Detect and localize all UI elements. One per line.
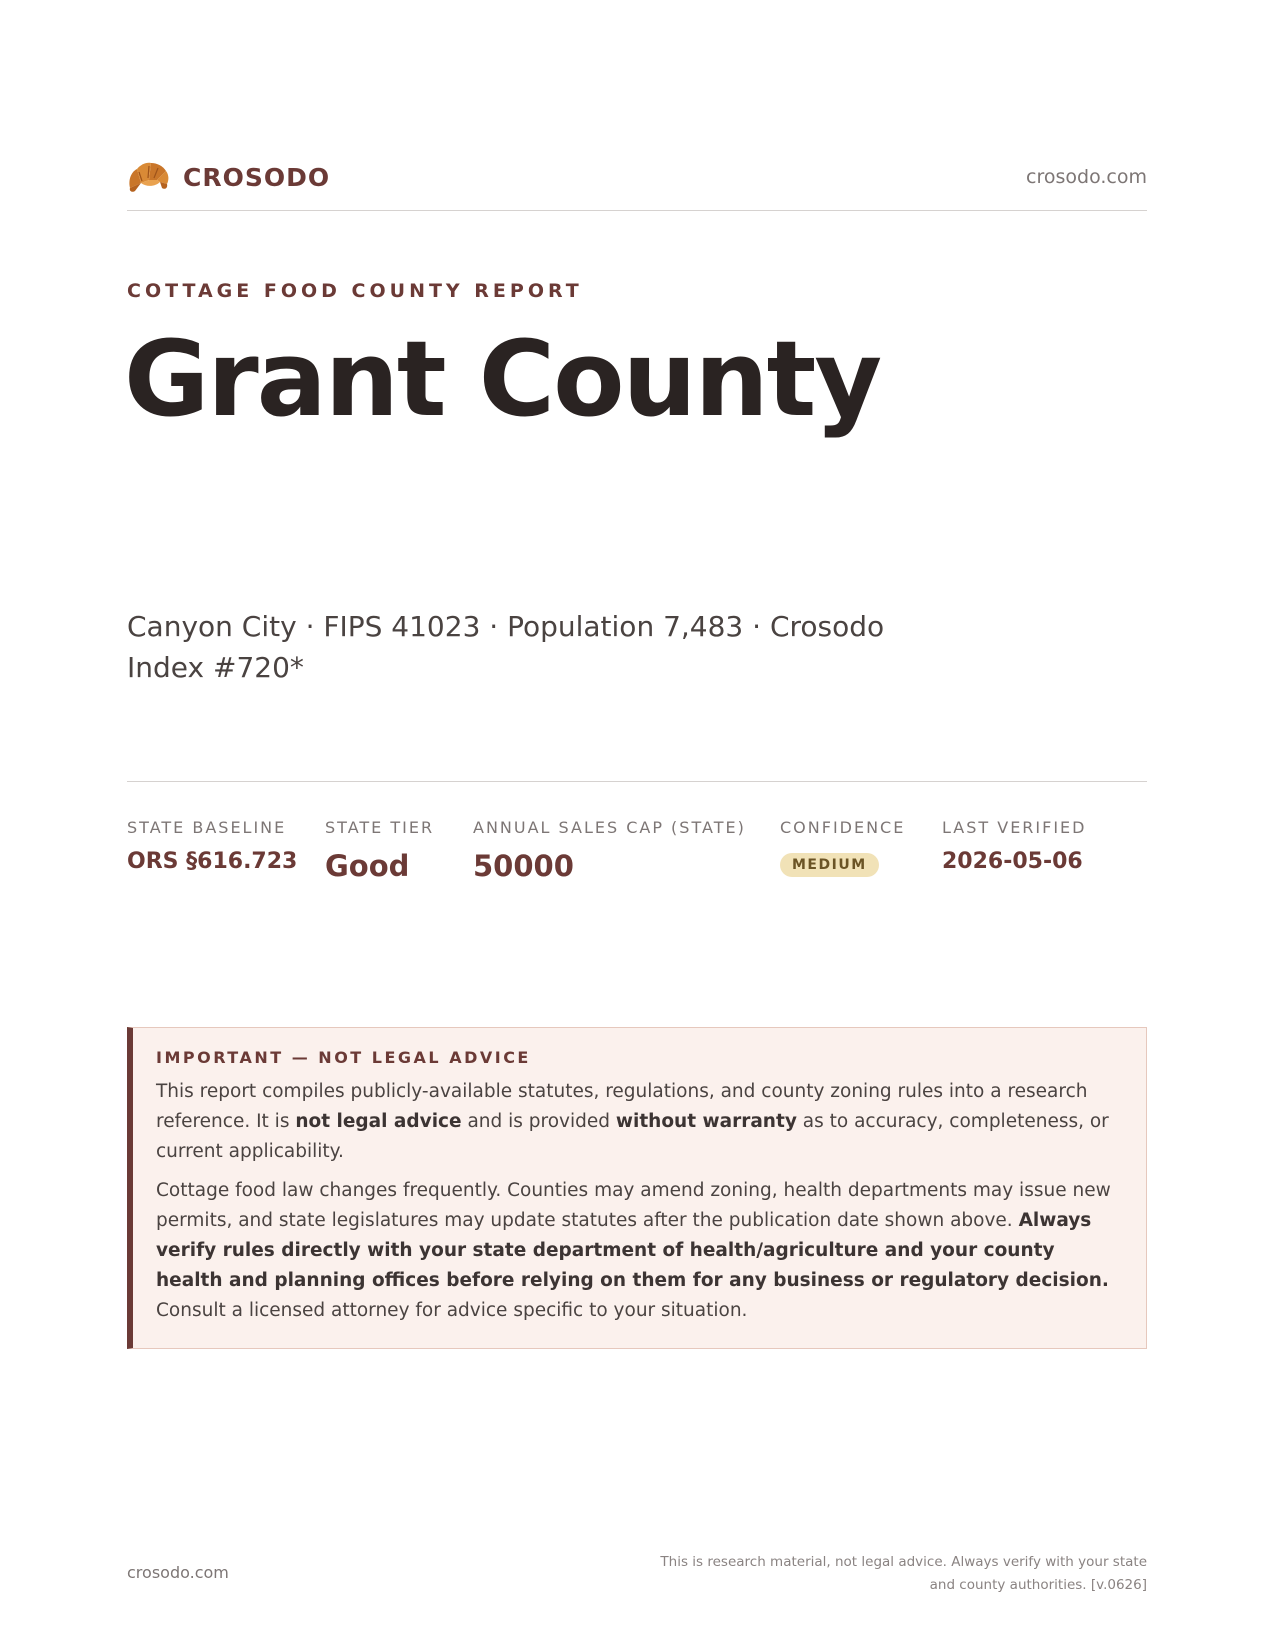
stat-label: LAST VERIFIED: [942, 818, 1087, 837]
stat-confidence: [780, 818, 905, 877]
report-page: [124, 0, 1147, 1650]
notice-emphasis: not legal advice: [295, 1111, 462, 1132]
notice-text: and is provided: [461, 1111, 616, 1132]
stat-value: ORS §616.723: [127, 849, 298, 874]
county-summary: Canyon City · FIPS 41023 · Population 7,483 · Crosodo Index #720*: [127, 610, 885, 684]
stat-sales-cap: [473, 818, 746, 883]
notice-emphasis: without warranty: [615, 1111, 797, 1132]
notice-paragraph: [156, 1077, 1120, 1167]
brand: [127, 158, 330, 196]
footer-site-link[interactable]: crosodo.com: [127, 1563, 229, 1582]
page-title: Grant County: [124, 318, 881, 440]
stat-label: ANNUAL SALES CAP (STATE): [473, 818, 746, 837]
croissant-icon: [127, 158, 171, 196]
notice-text: This report compiles publicly-available statutes, regulations, and county zoning rules into a research reference. It is: [156, 1081, 1088, 1132]
brand-name: CROSODO: [183, 162, 331, 192]
stat-value: Good: [325, 849, 410, 883]
notice-emphasis: Always verify rules directly with your state department of health/agriculture and your county health and planning offices before relying on them for any business or regulatory decision.: [156, 1210, 1109, 1291]
footer-disclaimer-line: and county authorities. [v.0626]: [929, 1577, 1147, 1593]
notice-text: Consult a licensed attorney for advice specific to your situation.: [156, 1300, 748, 1321]
legal-notice: [127, 1027, 1147, 1349]
report-eyebrow: COTTAGE FOOD COUNTY REPORT: [127, 280, 583, 302]
notice-text: Cottage food law changes frequently. Counties may amend zoning, health departments may issue new permits, and state legislatures may update statutes after the publication date shown above.: [156, 1180, 1111, 1231]
notice-heading: IMPORTANT — NOT LEGAL ADVICE: [156, 1048, 531, 1067]
footer-disclaimer-line: This is research material, not legal advice. Always verify with your state: [660, 1554, 1147, 1570]
stat-state-tier: [325, 818, 434, 883]
stats-row: [127, 781, 1147, 883]
stat-label: STATE BASELINE: [127, 818, 287, 837]
confidence-badge: MEDIUM: [780, 853, 879, 877]
stat-value: 50000: [473, 849, 574, 883]
stat-state-baseline: [127, 818, 297, 874]
stat-label: STATE TIER: [325, 818, 435, 837]
site-link[interactable]: crosodo.com: [1026, 166, 1147, 188]
notice-text: as to accuracy, completeness, or current applicability.: [156, 1111, 1109, 1162]
stat-value: 2026-05-06: [942, 849, 1083, 874]
notice-paragraph: [156, 1176, 1120, 1326]
stat-label: CONFIDENCE: [780, 818, 906, 837]
page-header: [127, 158, 1147, 211]
stat-last-verified: [942, 818, 1086, 874]
footer-disclaimer: [627, 1551, 1147, 1597]
